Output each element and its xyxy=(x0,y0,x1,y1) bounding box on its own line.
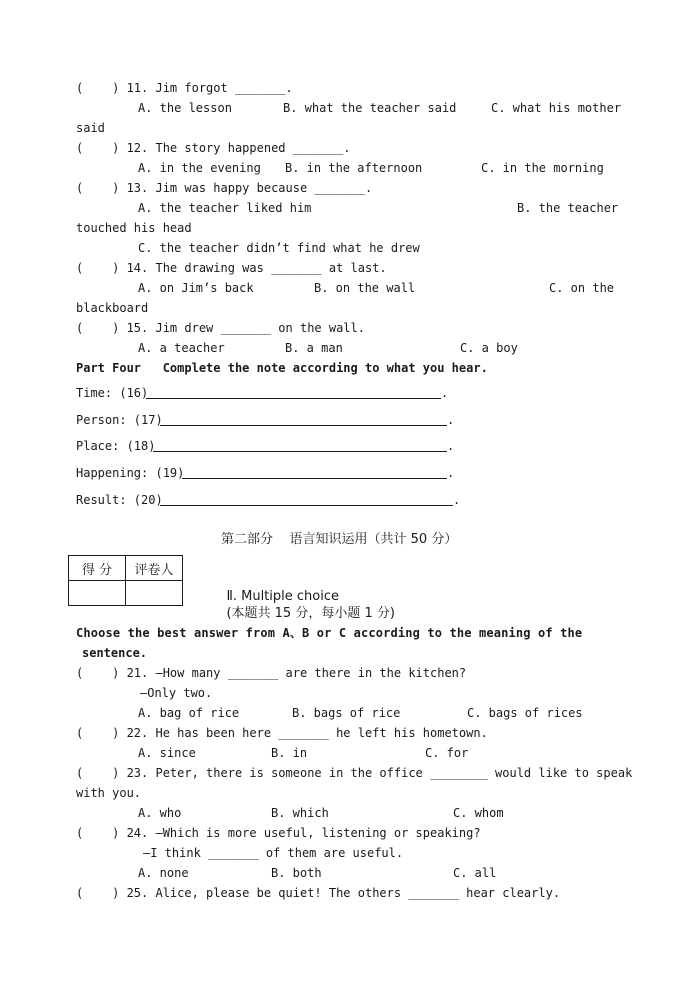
q22-option-c: C. for xyxy=(425,746,469,760)
q12-stem: ( ) 12. The story happened _______. xyxy=(76,141,351,155)
q22-option-b: B. in xyxy=(271,746,308,760)
q21-option-c: C. bags of rices xyxy=(467,706,583,720)
note-happening-blank[interactable] xyxy=(182,478,447,479)
section-two-title: 第二部分 语言知识运用（共计 50 分） xyxy=(221,532,458,547)
q15-option-b: B. a man xyxy=(285,341,343,355)
multiple-choice-heading xyxy=(212,572,395,622)
q21-option-a: A. bag of rice xyxy=(138,706,240,720)
note-time-period: . xyxy=(441,386,449,400)
q12-option-b: B. in the afternoon xyxy=(285,161,423,175)
note-place-label: Place: (18) xyxy=(76,439,156,453)
instruction-line-1: Choose the best answer from A、B or C according to the meaning of the xyxy=(76,626,583,640)
q23-option-a: A. who xyxy=(138,806,182,820)
note-time-blank[interactable] xyxy=(146,398,441,399)
note-place-period: . xyxy=(447,439,455,453)
note-time-label: Time: (16) xyxy=(76,386,149,400)
q11-option-b: B. what the teacher said xyxy=(283,101,457,115)
q24-option-b: B. both xyxy=(271,866,322,880)
q15-stem: ( ) 15. Jim drew _______ on the wall. xyxy=(76,321,365,335)
q22-option-a: A. since xyxy=(138,746,196,760)
score-cell[interactable] xyxy=(69,581,126,606)
q23-stem-continued: with you. xyxy=(76,786,142,800)
note-person-label: Person: (17) xyxy=(76,413,163,427)
q11-option-c-continued: said xyxy=(76,121,105,135)
q12-option-a: A. in the evening xyxy=(138,161,261,175)
q14-option-a: A. on Jim’s back xyxy=(138,281,254,295)
q15-option-a: A. a teacher xyxy=(138,341,225,355)
note-result-period: . xyxy=(453,493,461,507)
part-four-heading: Part Four Complete the note according to what you hear. xyxy=(76,361,488,375)
q25-stem: ( ) 25. Alice, please be quiet! The others _______ hear clearly. xyxy=(76,886,561,900)
note-result-blank[interactable] xyxy=(160,505,453,506)
q11-option-c: C. what his mother xyxy=(491,101,622,115)
q21-option-b: B. bags of rice xyxy=(292,706,401,720)
q24-option-a: A. none xyxy=(138,866,189,880)
q11-option-a: A. the lesson xyxy=(138,101,232,115)
q21-stem: ( ) 21. —How many _______ are there in the kitchen? xyxy=(76,666,467,680)
q14-stem: ( ) 14. The drawing was _______ at last. xyxy=(76,261,387,275)
grader-cell[interactable] xyxy=(126,581,183,606)
note-happening-period: . xyxy=(447,466,455,480)
q12-option-c: C. in the morning xyxy=(481,161,604,175)
note-place-blank[interactable] xyxy=(153,451,447,452)
q23-option-c: C. whom xyxy=(453,806,504,820)
q13-option-b: B. the teacher xyxy=(517,201,619,215)
q23-option-b: B. which xyxy=(271,806,329,820)
q15-option-c: C. a boy xyxy=(460,341,518,355)
q13-option-a: A. the teacher liked him xyxy=(138,201,312,215)
q13-option-b-continued: touched his head xyxy=(76,221,192,235)
q21-reply: —Only two. xyxy=(140,686,213,700)
q14-option-b: B. on the wall xyxy=(314,281,416,295)
note-happening-label: Happening: (19) xyxy=(76,466,185,480)
instruction-line-2: sentence. xyxy=(82,646,148,660)
multiple-choice-heading-bold: Ⅱ. Multiple choice xyxy=(226,589,339,604)
q11-stem: ( ) 11. Jim forgot _______. xyxy=(76,81,293,95)
multiple-choice-heading-score: (本题共 15 分，每小题 1 分) xyxy=(226,606,395,621)
grader-header: 评卷人 xyxy=(126,556,183,581)
note-result-label: Result: (20) xyxy=(76,493,163,507)
q24-option-c: C. all xyxy=(453,866,497,880)
note-person-blank[interactable] xyxy=(160,425,447,426)
q24-reply: —I think _______ of them are useful. xyxy=(143,846,404,860)
q13-option-c: C. the teacher didn’t find what he drew xyxy=(138,241,420,255)
q14-option-c-continued: blackboard xyxy=(76,301,149,315)
q22-stem: ( ) 22. He has been here _______ he left his hometown. xyxy=(76,726,488,740)
score-header: 得 分 xyxy=(69,556,126,581)
q23-stem: ( ) 23. Peter, there is someone in the office ________ would like to speak xyxy=(76,766,633,780)
q14-option-c: C. on the xyxy=(549,281,615,295)
note-person-period: . xyxy=(447,413,455,427)
q24-stem: ( ) 24. —Which is more useful, listening or speaking? xyxy=(76,826,481,840)
score-table xyxy=(68,555,183,606)
q13-stem: ( ) 13. Jim was happy because _______. xyxy=(76,181,373,195)
